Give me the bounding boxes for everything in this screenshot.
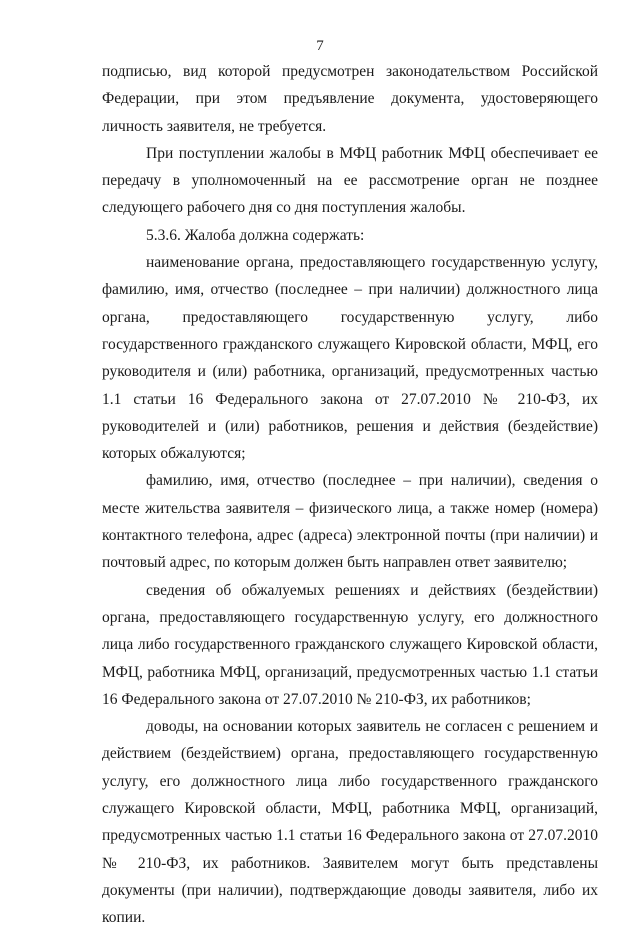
paragraph-arguments: доводы, на основании которых заявитель не согласен с решением и действием (бездействием) органа, предоставляющего государственную услугу, его должностного лица либо государственного гражданского служащего Кировской области, МФЦ, работника МФЦ, организаций, предусмотренных частью 1.1 статьи 16 Федерального закона от 27.07.2010 № 210-ФЗ, их работников. Заявителем могут быть представлены документы (при наличии), подтверждающие доводы заявителя, либо их копии. [102,718,598,927]
paragraph-applicant-details: фамилию, имя, отчество (последнее – при наличии), сведения о месте жительства заявителя – физического лица, а также номер (номера) контактного телефона, адрес (адреса) электронной почты (при наличии) и почтовый адрес, по которым должен быть направлен ответ заявителю; [102,472,598,572]
paragraph-appealed-decisions: сведения об обжалуемых решениях и действиях (бездействии) органа, предоставляющего государственную услугу, его должностного лица либо государственного гражданского служащего Кировской области, МФЦ, работника МФЦ, организаций, предусмотренных частью 1.1 статьи 16 Федерального закона от 27.07.2010 № 210-ФЗ, их работников; [102,581,598,708]
paragraph-signature-continuation: подписью, вид которой предусмотрен законодательством Российской Федерации, при этом предъявление документа, удостоверяющего личность заявителя, не требуется. [102,63,598,135]
page-number: 7 [316,38,324,54]
document-body [102,58,598,932]
paragraph-section-heading: 5.3.6. Жалоба должна содержать: [146,226,365,244]
paragraph-authority-name: наименование органа, предоставляющего государственную услугу, фамилию, имя, отчество (последнее – при наличии) должностного лица органа, предоставляющего государственную услугу, либо государственного гражданского служащего Кировской области, МФЦ, его руководителя и (или) работника, организаций, предусмотренных частью 1.1 статьи 16 Федерального закона от 27.07.2010 № 210-ФЗ, их руководителей и (или) работников, решения и действия (бездействие) которых обжалуются; [102,254,598,463]
paragraph-mfc-transfer: При поступлении жалобы в МФЦ работник МФЦ обеспечивает ее передачу в уполномоченный на ее рассмотрение орган не позднее следующего рабочего дня со дня поступления жалобы. [102,144,598,217]
